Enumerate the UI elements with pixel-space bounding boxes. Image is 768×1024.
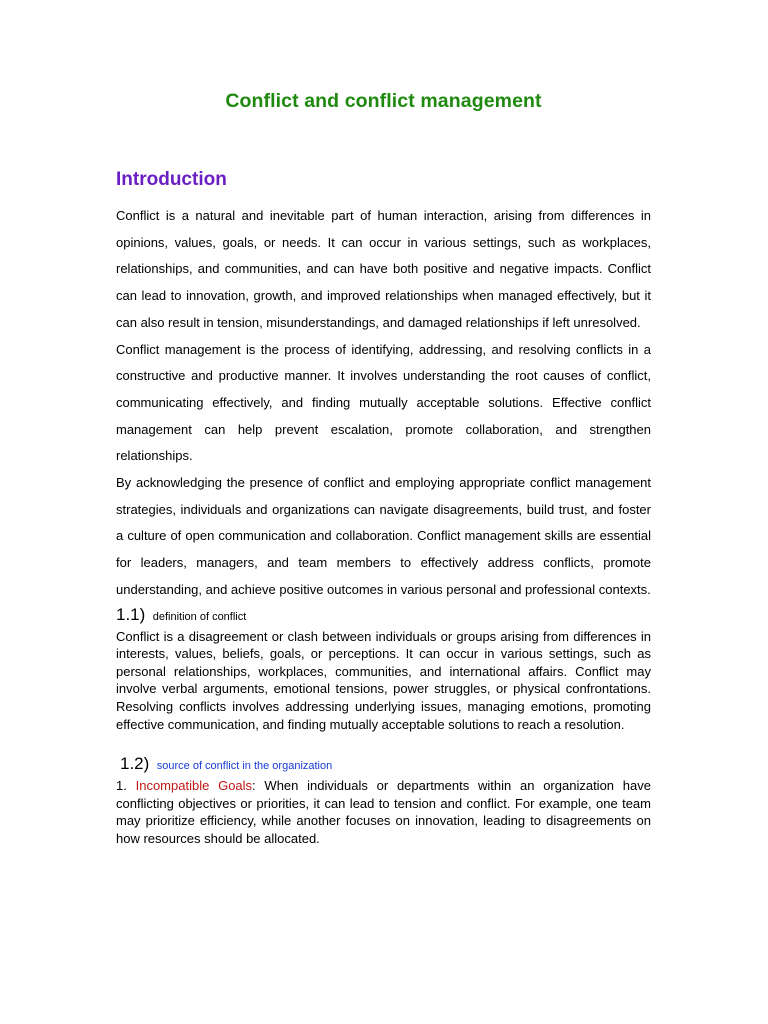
document-page	[116, 0, 651, 847]
section-1-1-title: definition of conflict	[152, 610, 247, 623]
section-1-1-body: Conflict is a disagreement or clash between individuals or groups arising from differences in interests, values, beliefs, goals, or perceptions. It can occur in various settings, such as personal relationships, workplaces, communities, and international affairs. Conflict may involve verbal arguments, emotional tensions, power struggles, or physical confrontations. Resolving conflicts involves addressing underlying issues, managing emotions, promoting effective communication, and finding mutually acceptable solutions to reach a resolution.	[116, 628, 651, 732]
item-1-number: 1.	[116, 778, 136, 794]
intro-paragraph-2: Conflict management is the process of identifying, addressing, and resolving conflicts in a constructive and productive manner. It involves understanding the root causes of conflict, communicating effectively, and finding mutually acceptable solutions. Effective conflict management can help prevent escalation, promote collaboration, and strengthen relationships.	[116, 341, 651, 464]
section-source-of-conflict	[116, 753, 651, 777]
introduction-body	[116, 203, 651, 604]
section-1-1-number: 1.1)	[116, 604, 146, 624]
section-definition-of-conflict	[116, 604, 651, 734]
section-1-2-item-1	[116, 777, 651, 847]
item-1-term: Incompatible Goals	[135, 778, 253, 794]
document-title: Conflict and conflict management	[225, 90, 542, 112]
item-1-text: : When individuals or departments within an organization have conflicting objectives or priorities, it can lead to tension and conflict. For example, one team may prioritize efficiency, while another focuses on innovation, leading to disagreements on how resources should be allocated.	[116, 778, 651, 846]
intro-paragraph-1: Conflict is a natural and inevitable part of human interaction, arising from differences in opinions, values, goals, or needs. It can occur in various settings, such as workplaces, relationships, and communities, and can have both positive and negative impacts. Conflict can lead to innovation, growth, and improved relationships when managed effectively, but it can also result in tension, misunderstandings, and damaged relationships if left unresolved.	[116, 208, 651, 330]
section-1-2-heading	[120, 753, 651, 777]
introduction-heading: Introduction	[116, 169, 227, 190]
section-1-1-heading	[116, 604, 651, 628]
section-1-2-title: source of conflict in the organization	[156, 760, 333, 773]
section-1-2-number: 1.2)	[120, 754, 150, 774]
intro-paragraph-3: By acknowledging the presence of conflict and employing appropriate conflict management strategies, individuals and organizations can navigate disagreements, build trust, and foster a culture of open communication and collaboration. Conflict management skills are essential for leaders, managers, and team members to effectively address conflicts, promote understanding, and achieve positive outcomes in various personal and professional contexts.	[116, 475, 651, 597]
